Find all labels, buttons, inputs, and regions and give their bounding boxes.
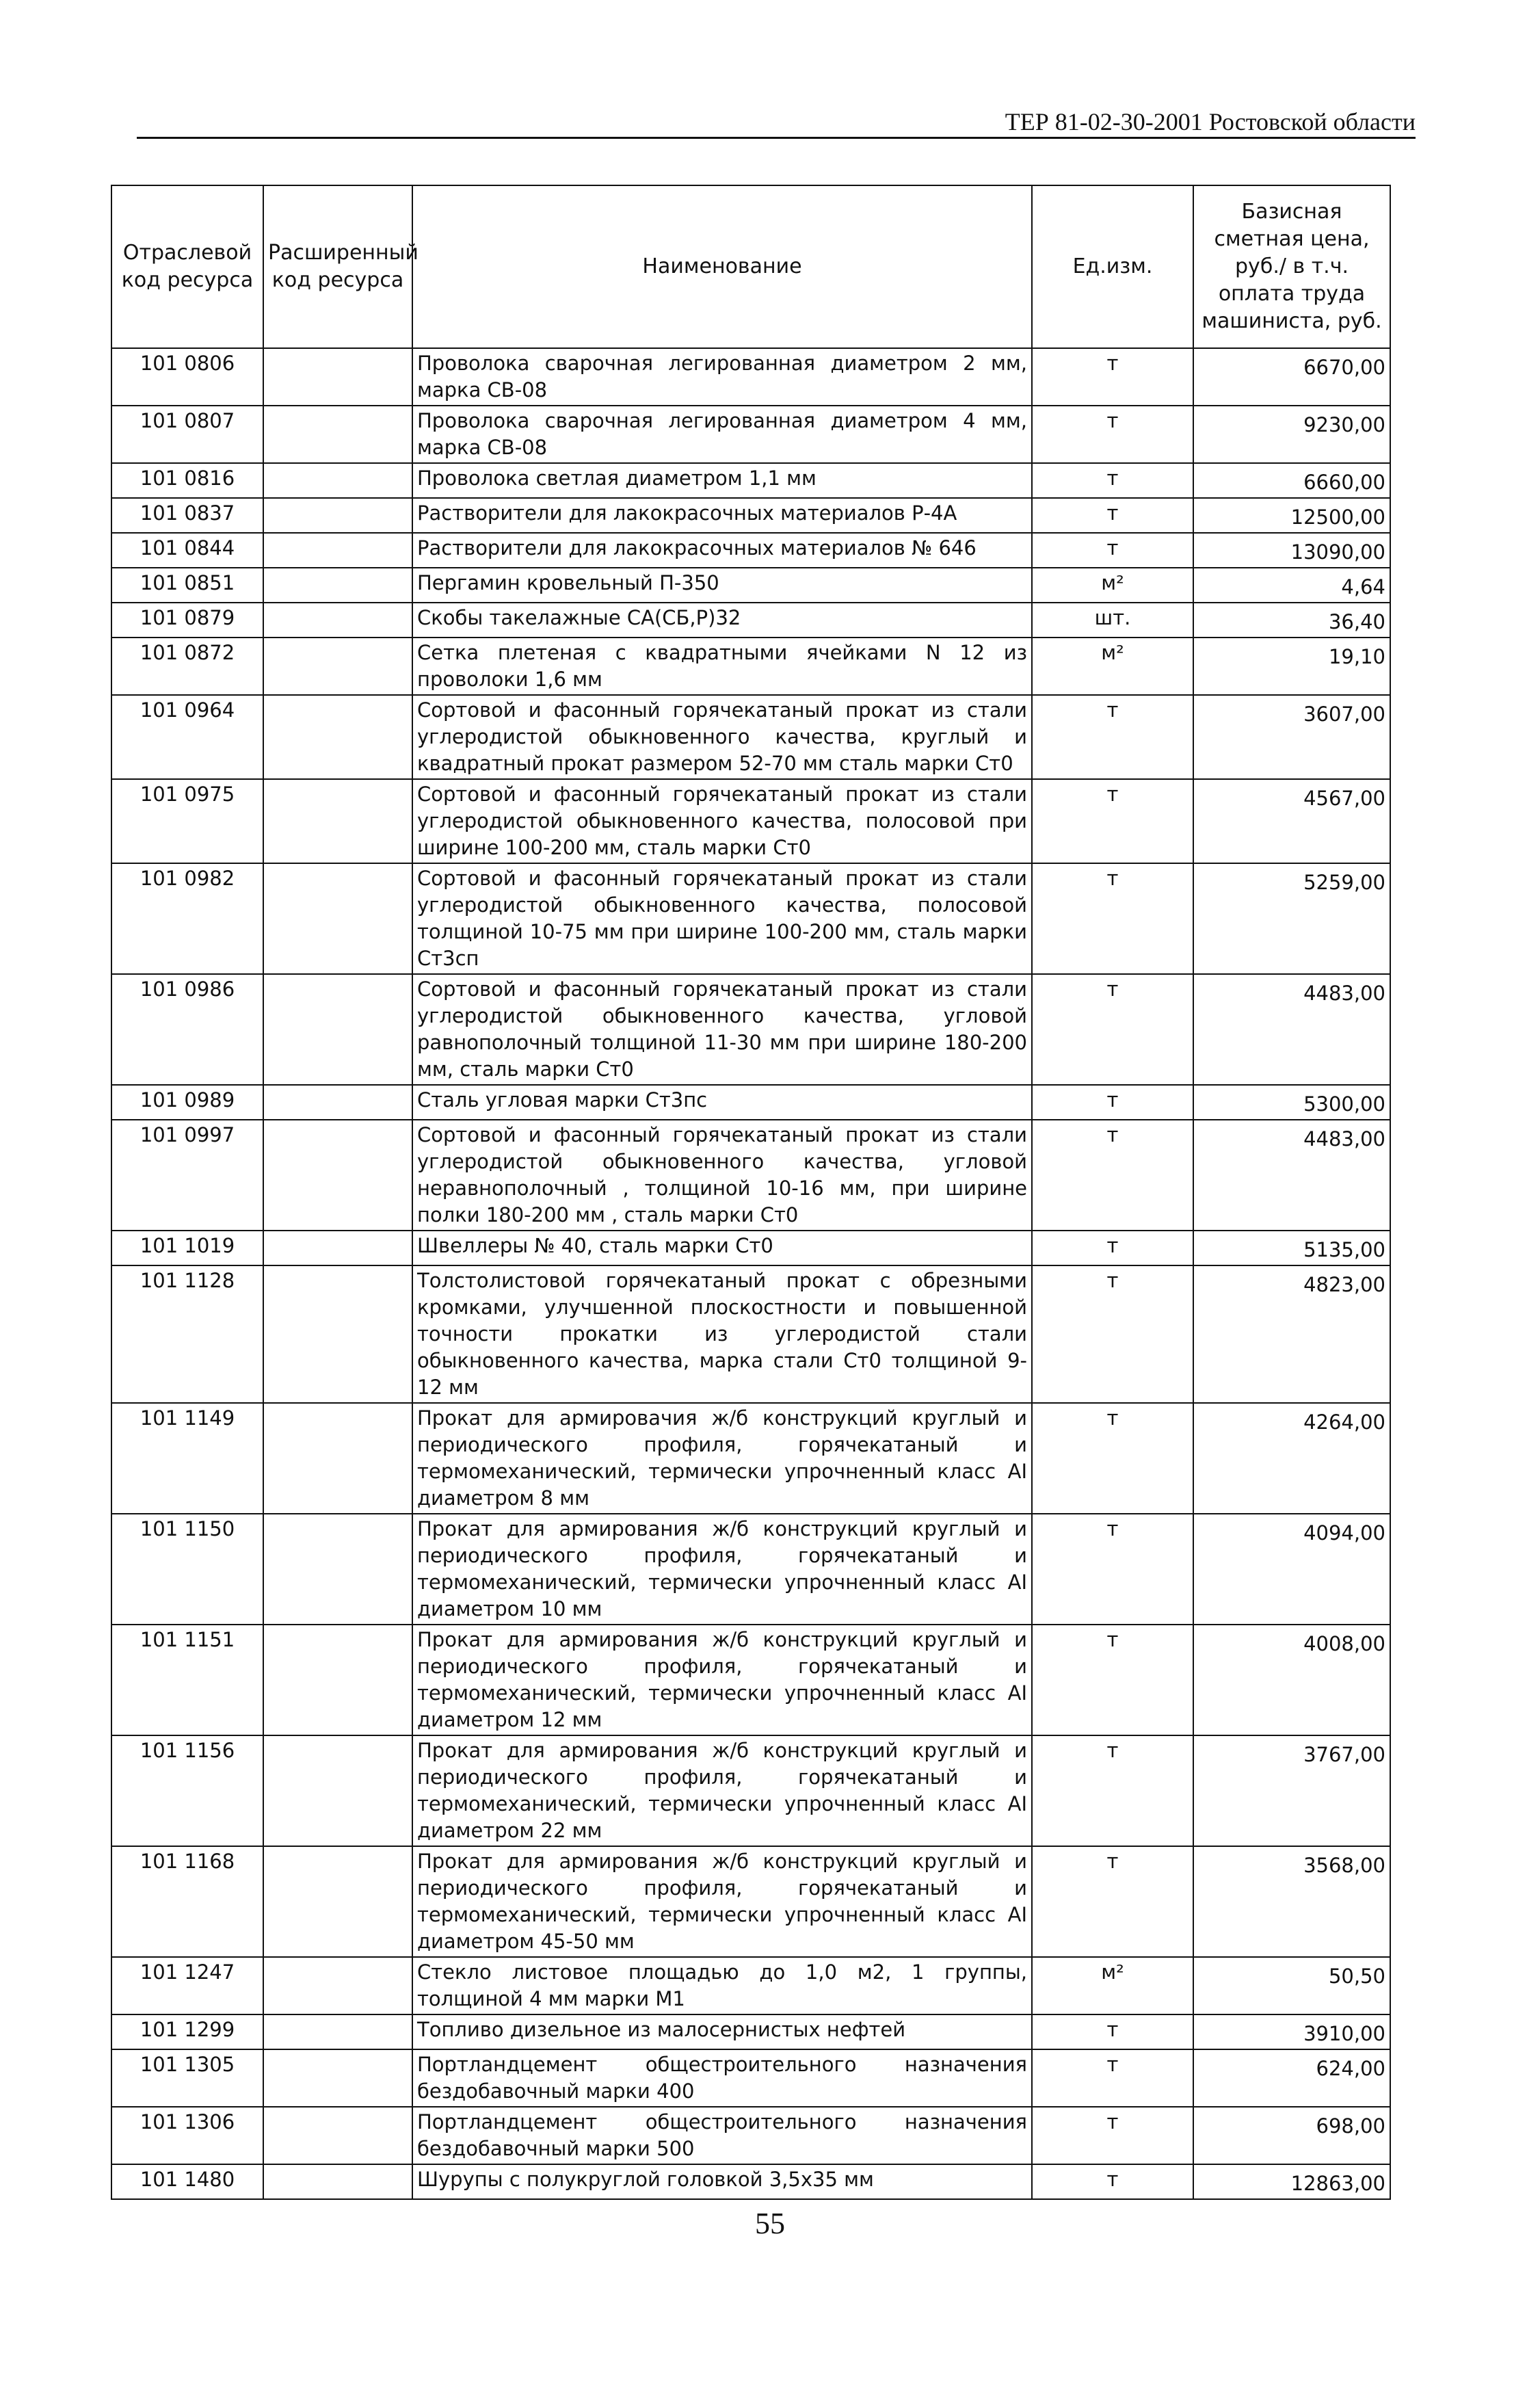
cell-ext-code bbox=[263, 695, 412, 779]
cell-price: 6660,00 bbox=[1193, 463, 1390, 498]
cell-unit: м² bbox=[1032, 1957, 1193, 2014]
cell-unit: т bbox=[1032, 2014, 1193, 2049]
cell-name: Сетка плетеная с квадратными ячейками N 12 из проволоки 1,6 мм bbox=[412, 638, 1032, 695]
cell-ext-code bbox=[263, 863, 412, 974]
table-row bbox=[111, 1957, 1390, 2014]
table-row bbox=[111, 2014, 1390, 2049]
table-row bbox=[111, 533, 1390, 568]
table-row bbox=[111, 974, 1390, 1085]
cell-ext-code bbox=[263, 1735, 412, 1846]
cell-code: 101 1306 bbox=[111, 2107, 263, 2164]
cell-name: Прокат для армирования ж/б конструкций круглый и периодического профиля, горячекатаный и термомеханический, термически упрочненный класс AI диаметром 45-50 мм bbox=[412, 1846, 1032, 1957]
cell-unit: т bbox=[1032, 533, 1193, 568]
cell-ext-code bbox=[263, 603, 412, 638]
cell-price: 5259,00 bbox=[1193, 863, 1390, 974]
cell-price: 9230,00 bbox=[1193, 406, 1390, 463]
cell-name: Проволока светлая диаметром 1,1 мм bbox=[412, 463, 1032, 498]
cell-price: 698,00 bbox=[1193, 2107, 1390, 2164]
cell-ext-code bbox=[263, 1120, 412, 1231]
table-row bbox=[111, 2107, 1390, 2164]
cell-ext-code bbox=[263, 1265, 412, 1403]
cell-price: 3910,00 bbox=[1193, 2014, 1390, 2049]
cell-name: Портландцемент общестроительного назначения бездобавочный марки 500 bbox=[412, 2107, 1032, 2164]
header-code: Отраслевой код ресурса bbox=[111, 185, 263, 348]
table-row bbox=[111, 1231, 1390, 1265]
cell-code: 101 0816 bbox=[111, 463, 263, 498]
resource-table-container bbox=[111, 185, 1390, 2200]
header-name: Наименование bbox=[412, 185, 1032, 348]
cell-unit: т bbox=[1032, 1735, 1193, 1846]
cell-ext-code bbox=[263, 1957, 412, 2014]
page-header bbox=[137, 108, 1416, 139]
cell-ext-code bbox=[263, 2164, 412, 2199]
cell-unit: т bbox=[1032, 498, 1193, 533]
cell-ext-code bbox=[263, 568, 412, 603]
cell-ext-code bbox=[263, 638, 412, 695]
cell-code: 101 0851 bbox=[111, 568, 263, 603]
cell-unit: т bbox=[1032, 1514, 1193, 1625]
cell-code: 101 0982 bbox=[111, 863, 263, 974]
table-row bbox=[111, 1735, 1390, 1846]
cell-ext-code bbox=[263, 1231, 412, 1265]
cell-ext-code bbox=[263, 1846, 412, 1957]
cell-name: Прокат для армирования ж/б конструкций круглый и периодического профиля, горячекатаный и термомеханический, термически упрочненный класс AI диаметром 22 мм bbox=[412, 1735, 1032, 1846]
cell-price: 13090,00 bbox=[1193, 533, 1390, 568]
cell-code: 101 1151 bbox=[111, 1625, 263, 1735]
table-body bbox=[111, 348, 1390, 2199]
table-row bbox=[111, 779, 1390, 863]
table-row bbox=[111, 498, 1390, 533]
table-row bbox=[111, 1403, 1390, 1514]
cell-price: 4094,00 bbox=[1193, 1514, 1390, 1625]
cell-unit: т bbox=[1032, 1625, 1193, 1735]
cell-price: 3568,00 bbox=[1193, 1846, 1390, 1957]
cell-ext-code bbox=[263, 974, 412, 1085]
cell-unit: т bbox=[1032, 2049, 1193, 2107]
document-title: ТЕР 81-02-30-2001 Ростовской области bbox=[1005, 108, 1416, 135]
cell-ext-code bbox=[263, 779, 412, 863]
cell-price: 3607,00 bbox=[1193, 695, 1390, 779]
cell-unit: т bbox=[1032, 863, 1193, 974]
cell-code: 101 0872 bbox=[111, 638, 263, 695]
cell-code: 101 0837 bbox=[111, 498, 263, 533]
cell-code: 101 0844 bbox=[111, 533, 263, 568]
cell-name: Растворители для лакокрасочных материалов № 646 bbox=[412, 533, 1032, 568]
table-row bbox=[111, 2164, 1390, 2199]
table-row bbox=[111, 2049, 1390, 2107]
cell-name: Сортовой и фасонный горячекатаный прокат из стали углеродистой обыкновенного качества, угловой равнополочный толщиной 11-30 мм при ширине 180-200 мм, сталь марки Ст0 bbox=[412, 974, 1032, 1085]
cell-unit: т bbox=[1032, 779, 1193, 863]
cell-ext-code bbox=[263, 406, 412, 463]
cell-price: 19,10 bbox=[1193, 638, 1390, 695]
table-row bbox=[111, 1265, 1390, 1403]
cell-price: 4567,00 bbox=[1193, 779, 1390, 863]
cell-ext-code bbox=[263, 533, 412, 568]
cell-price: 4264,00 bbox=[1193, 1403, 1390, 1514]
cell-code: 101 1150 bbox=[111, 1514, 263, 1625]
cell-code: 101 1168 bbox=[111, 1846, 263, 1957]
cell-code: 101 0807 bbox=[111, 406, 263, 463]
cell-unit: т bbox=[1032, 1403, 1193, 1514]
resource-price-table bbox=[111, 185, 1391, 2200]
cell-code: 101 0997 bbox=[111, 1120, 263, 1231]
page-number: 55 bbox=[755, 2207, 785, 2240]
cell-name: Швеллеры № 40, сталь марки Ст0 bbox=[412, 1231, 1032, 1265]
cell-name: Толстолистовой горячекатаный прокат с обрезными кромками, улучшенной плоскостности и повышенной точности прокатки из углеродистой стали обыкновенного качества, марка стали Ст0 толщиной 9-12 мм bbox=[412, 1265, 1032, 1403]
table-row bbox=[111, 863, 1390, 974]
table-row bbox=[111, 1846, 1390, 1957]
cell-unit: т bbox=[1032, 2107, 1193, 2164]
cell-price: 4823,00 bbox=[1193, 1265, 1390, 1403]
cell-price: 4008,00 bbox=[1193, 1625, 1390, 1735]
cell-unit: шт. bbox=[1032, 603, 1193, 638]
cell-name: Сортовой и фасонный горячекатаный прокат из стали углеродистой обыкновенного качества, полосовой толщиной 10-75 мм при ширине 100-200 мм, сталь марки Ст3сп bbox=[412, 863, 1032, 974]
cell-price: 4483,00 bbox=[1193, 974, 1390, 1085]
cell-unit: м² bbox=[1032, 568, 1193, 603]
cell-ext-code bbox=[263, 2107, 412, 2164]
cell-ext-code bbox=[263, 2014, 412, 2049]
cell-unit: т bbox=[1032, 1085, 1193, 1120]
cell-name: Прокат для армировачия ж/б конструкций круглый и периодического профиля, горячекатаный и термомеханический, термически упрочненный класс AI диаметром 8 мм bbox=[412, 1403, 1032, 1514]
table-row bbox=[111, 406, 1390, 463]
header-price: Базисная сметная цена, руб./ в т.ч. оплата труда машиниста, руб. bbox=[1193, 185, 1390, 348]
cell-name: Шурупы с полукруглой головкой 3,5х35 мм bbox=[412, 2164, 1032, 2199]
cell-price: 5135,00 bbox=[1193, 1231, 1390, 1265]
cell-unit: т bbox=[1032, 1265, 1193, 1403]
cell-code: 101 0975 bbox=[111, 779, 263, 863]
cell-unit: м² bbox=[1032, 638, 1193, 695]
table-row bbox=[111, 603, 1390, 638]
table-row bbox=[111, 638, 1390, 695]
cell-name: Сталь угловая марки Ст3пс bbox=[412, 1085, 1032, 1120]
table-row bbox=[111, 1514, 1390, 1625]
cell-name: Стекло листовое площадью до 1,0 м2, 1 группы, толщиной 4 мм марки М1 bbox=[412, 1957, 1032, 2014]
cell-unit: т bbox=[1032, 348, 1193, 406]
cell-unit: т bbox=[1032, 1231, 1193, 1265]
cell-code: 101 1149 bbox=[111, 1403, 263, 1514]
cell-price: 5300,00 bbox=[1193, 1085, 1390, 1120]
cell-name: Топливо дизельное из малосернистых нефтей bbox=[412, 2014, 1032, 2049]
cell-price: 4,64 bbox=[1193, 568, 1390, 603]
cell-name: Сортовой и фасонный горячекатаный прокат из стали углеродистой обыкновенного качества, круглый и квадратный прокат размером 52-70 мм сталь марки Ст0 bbox=[412, 695, 1032, 779]
cell-unit: т bbox=[1032, 1846, 1193, 1957]
cell-code: 101 1247 bbox=[111, 1957, 263, 2014]
table-row bbox=[111, 348, 1390, 406]
cell-code: 101 0806 bbox=[111, 348, 263, 406]
cell-name: Проволока сварочная легированная диаметром 2 мм, марка СВ-08 bbox=[412, 348, 1032, 406]
cell-code: 101 1156 bbox=[111, 1735, 263, 1846]
cell-code: 101 0964 bbox=[111, 695, 263, 779]
cell-price: 50,50 bbox=[1193, 1957, 1390, 2014]
cell-name: Сортовой и фасонный горячекатаный прокат из стали углеродистой обыкновенного качества, угловой неравнополочный , толщиной 10-16 мм, при ширине полки 180-200 мм , сталь марки Ст0 bbox=[412, 1120, 1032, 1231]
cell-unit: т bbox=[1032, 974, 1193, 1085]
cell-price: 3767,00 bbox=[1193, 1735, 1390, 1846]
cell-price: 624,00 bbox=[1193, 2049, 1390, 2107]
cell-ext-code bbox=[263, 1403, 412, 1514]
cell-unit: т bbox=[1032, 695, 1193, 779]
cell-price: 4483,00 bbox=[1193, 1120, 1390, 1231]
cell-unit: т bbox=[1032, 1120, 1193, 1231]
cell-name: Прокат для армирования ж/б конструкций круглый и периодического профиля, горячекатаный и термомеханический, термически упрочненный класс AI диаметром 12 мм bbox=[412, 1625, 1032, 1735]
cell-code: 101 0986 bbox=[111, 974, 263, 1085]
table-row bbox=[111, 463, 1390, 498]
cell-ext-code bbox=[263, 498, 412, 533]
cell-ext-code bbox=[263, 348, 412, 406]
header-ext-code: Расширенный код ресурса bbox=[263, 185, 412, 348]
cell-name: Прокат для армирования ж/б конструкций круглый и периодического профиля, горячекатаный и термомеханический, термически упрочненный класс AI диаметром 10 мм bbox=[412, 1514, 1032, 1625]
cell-ext-code bbox=[263, 1514, 412, 1625]
cell-name: Проволока сварочная легированная диаметром 4 мм, марка СВ-08 bbox=[412, 406, 1032, 463]
cell-price: 12863,00 bbox=[1193, 2164, 1390, 2199]
cell-name: Сортовой и фасонный горячекатаный прокат из стали углеродистой обыкновенного качества, полосовой при ширине 100-200 мм, сталь марки Ст0 bbox=[412, 779, 1032, 863]
table-row bbox=[111, 1625, 1390, 1735]
cell-code: 101 1480 bbox=[111, 2164, 263, 2199]
cell-code: 101 0879 bbox=[111, 603, 263, 638]
cell-code: 101 0989 bbox=[111, 1085, 263, 1120]
table-row bbox=[111, 1120, 1390, 1231]
cell-unit: т bbox=[1032, 406, 1193, 463]
cell-code: 101 1019 bbox=[111, 1231, 263, 1265]
table-header-row bbox=[111, 185, 1390, 348]
header-unit: Ед.изм. bbox=[1032, 185, 1193, 348]
cell-name: Растворители для лакокрасочных материалов Р-4А bbox=[412, 498, 1032, 533]
cell-name: Скобы такелажные СА(СБ,Р)32 bbox=[412, 603, 1032, 638]
cell-unit: т bbox=[1032, 463, 1193, 498]
cell-price: 36,40 bbox=[1193, 603, 1390, 638]
cell-price: 6670,00 bbox=[1193, 348, 1390, 406]
cell-ext-code bbox=[263, 463, 412, 498]
cell-code: 101 1128 bbox=[111, 1265, 263, 1403]
cell-name: Пергамин кровельный П-350 bbox=[412, 568, 1032, 603]
table-row bbox=[111, 568, 1390, 603]
cell-ext-code bbox=[263, 1625, 412, 1735]
cell-price: 12500,00 bbox=[1193, 498, 1390, 533]
cell-code: 101 1299 bbox=[111, 2014, 263, 2049]
cell-code: 101 1305 bbox=[111, 2049, 263, 2107]
table-row bbox=[111, 1085, 1390, 1120]
cell-ext-code bbox=[263, 1085, 412, 1120]
cell-unit: т bbox=[1032, 2164, 1193, 2199]
cell-name: Портландцемент общестроительного назначения бездобавочный марки 400 bbox=[412, 2049, 1032, 2107]
table-row bbox=[111, 695, 1390, 779]
cell-ext-code bbox=[263, 2049, 412, 2107]
